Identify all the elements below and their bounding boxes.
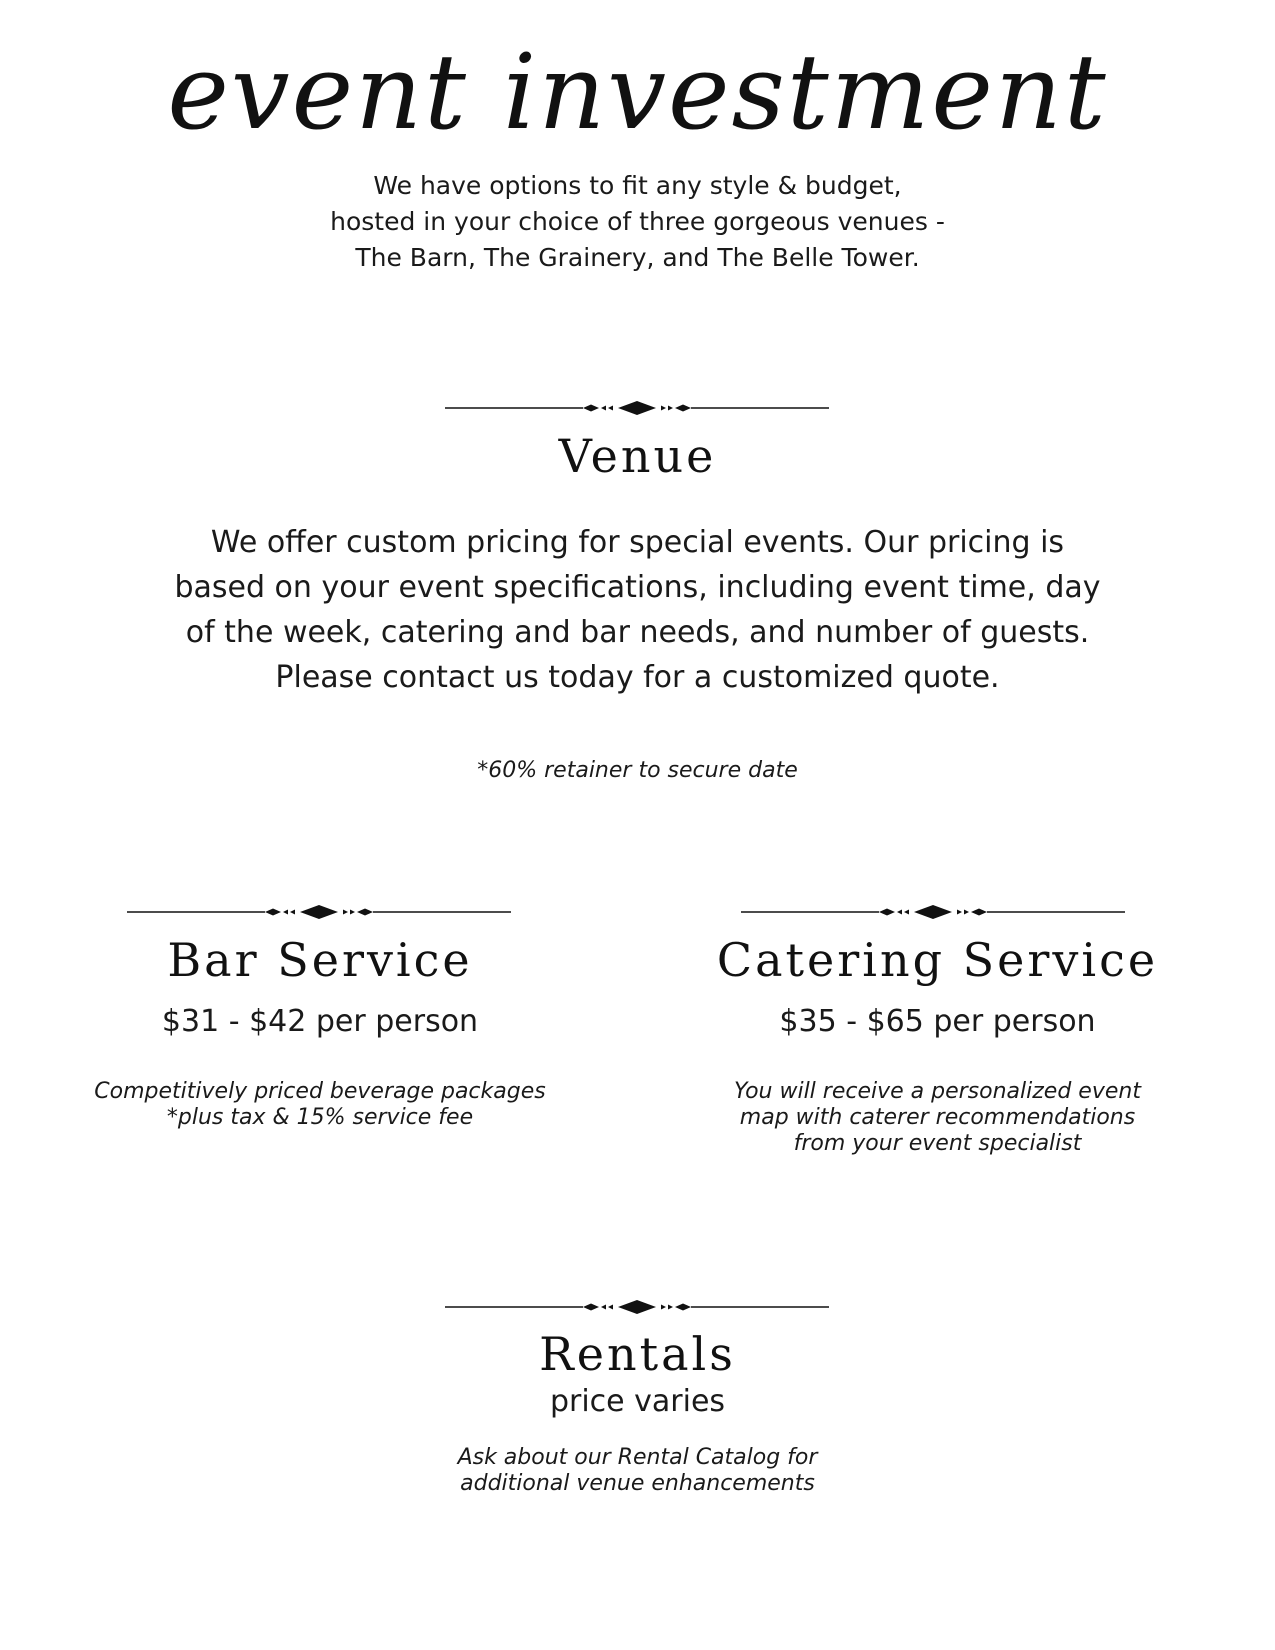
ornament-divider-graphic bbox=[445, 1297, 829, 1317]
intro-line-3: The Barn, The Grainery, and The Belle Tower. bbox=[355, 243, 920, 272]
ornament-divider bbox=[741, 902, 1125, 922]
ornament-divider bbox=[445, 1297, 829, 1317]
ornament-divider-graphic bbox=[445, 398, 829, 418]
ornament-divider-graphic bbox=[127, 902, 511, 922]
rentals-price: price varies bbox=[549, 1384, 726, 1419]
rentals-note-2: additional venue enhancements bbox=[460, 1471, 815, 1496]
venue-text-line-3: of the week, catering and bar needs, and number of guests. bbox=[185, 615, 1090, 650]
catering-service-note-3: from your event specialist bbox=[793, 1131, 1082, 1156]
intro-line-1: We have options to fit any style & budget, bbox=[373, 171, 902, 200]
page-title: event investment bbox=[167, 31, 1108, 153]
venue-retainer-note: *60% retainer to secure date bbox=[477, 758, 798, 783]
ornament-divider bbox=[445, 398, 829, 418]
catering-service-price: $35 - $65 per person bbox=[779, 1004, 1096, 1039]
venue-text-line-4: Please contact us today for a customized quote. bbox=[275, 660, 1000, 695]
venue-heading: Venue bbox=[558, 429, 717, 483]
catering-service-note-2: map with caterer recommendations bbox=[739, 1105, 1136, 1130]
bar-service-note-2: *plus tax & 15% service fee bbox=[166, 1105, 474, 1130]
venue-text-line-2: based on your event specifications, including event time, day bbox=[174, 570, 1101, 605]
intro-line-2: hosted in your choice of three gorgeous venues - bbox=[330, 207, 945, 236]
bar-service-price: $31 - $42 per person bbox=[161, 1004, 479, 1039]
rentals-note-1: Ask about our Rental Catalog for bbox=[457, 1445, 818, 1470]
catering-service-heading: Catering Service bbox=[716, 933, 1159, 987]
ornament-divider-graphic bbox=[741, 902, 1125, 922]
bar-service-heading: Bar Service bbox=[167, 933, 473, 987]
rentals-heading: Rentals bbox=[539, 1327, 736, 1381]
venue-text-line-1: We offer custom pricing for special events. Our pricing is bbox=[210, 525, 1065, 560]
ornament-divider bbox=[127, 902, 511, 922]
catering-service-note-1: You will receive a personalized event bbox=[734, 1079, 1141, 1104]
bar-service-note-1: Competitively priced beverage packages bbox=[94, 1079, 546, 1104]
